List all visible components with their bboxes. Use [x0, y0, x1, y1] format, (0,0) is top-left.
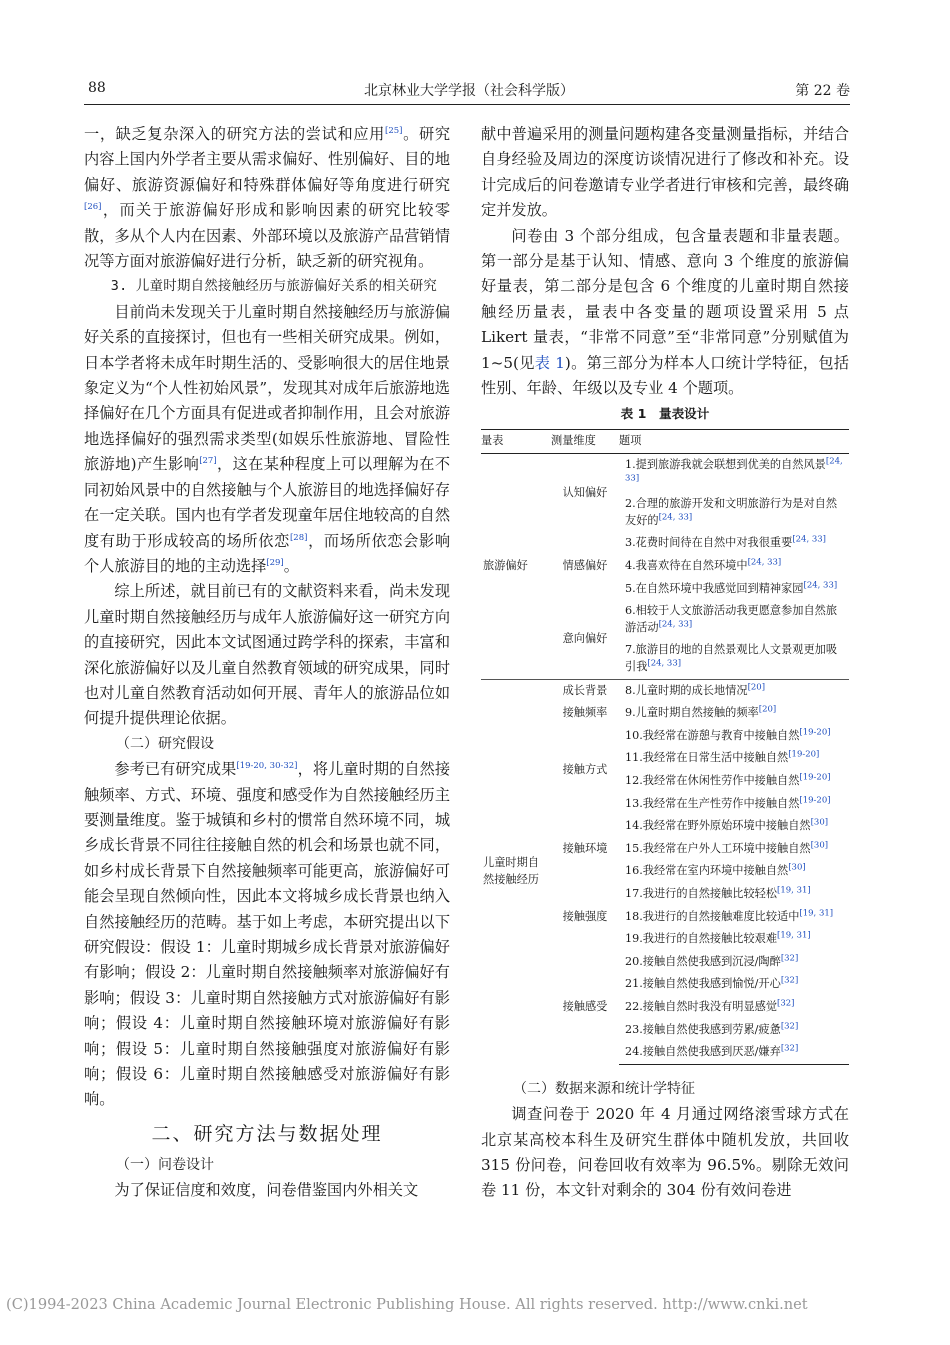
item-text: 1.提到旅游我就会联想到优美的自然风景 — [625, 458, 826, 472]
item-text: 2.合理的旅游开发和文明旅游行为是对自然友好的 — [625, 497, 838, 527]
item-cell — [619, 532, 849, 555]
dimension-cell: 情感偏好 — [562, 559, 608, 573]
citation-link[interactable]: [19, 31] — [777, 930, 811, 941]
table-row — [481, 679, 849, 702]
citation-link[interactable]: [30] — [788, 862, 806, 873]
citation-link[interactable]: [24, 33] — [803, 579, 838, 590]
table-header: 测量维度 — [551, 430, 619, 454]
copyright-footer: (C)1994-2023 China Academic Journal Electronic Publishing House. All rights reserved. http://www.cnki.net — [6, 1296, 808, 1313]
citation-link[interactable]: [30] — [810, 840, 829, 851]
page-number: 88 — [88, 80, 106, 96]
paragraph: 献中普遍采用的测量问题构建各变量测量指标，并结合自身经验及周边的深度访谈情况进行了修改和补充。设计完成后的问卷邀请专业学者进行审核和完善，最终确定并发放。 — [481, 125, 849, 220]
item-cell — [619, 725, 849, 748]
running-header — [88, 80, 850, 106]
item-text: 7.旅游目的地的自然景观比人文景观更加吸引我 — [625, 643, 838, 673]
item-text: 22.接触自然时我没有明显感觉 — [625, 999, 778, 1013]
text: 问卷由 3 个部分组成，包含量表题和非量表题。第一部分是基于认知、情感、意向 3 个维度的旅游偏好量表，第二部分是包含 6 个维度的儿童时期自然接触经历量表，量表中各变量的题项设置采用 5 点 Likert 量表，“非常不同意”至“非常同意”分别赋值为 1~5(见 — [481, 226, 849, 372]
paragraph: 为了保证信度和效度，问卷借鉴国内外相关文 — [114, 1181, 419, 1200]
citation-link[interactable]: [19, 31] — [777, 885, 811, 896]
citation-link[interactable]: [24, 33] — [647, 658, 682, 669]
item-cell — [619, 815, 849, 838]
item-cell — [619, 1041, 849, 1064]
item-text: 13.我经常在生产性劳作中接触自然 — [625, 796, 800, 810]
subsection-heading-data: （二）数据来源和统计学特征 — [513, 1080, 695, 1097]
left-column — [84, 122, 450, 1204]
item-text: 6.相较于人文旅游活动我更愿意参加自然旅游活动 — [625, 604, 838, 634]
item-cell — [619, 747, 849, 770]
citation-link[interactable]: [24, 33] — [792, 534, 826, 545]
citation-link[interactable]: [19-20] — [799, 772, 831, 783]
item-cell — [619, 860, 849, 883]
table-header: 量表 — [481, 430, 551, 454]
item-text: 15.我经常在户外人工环境中接触自然 — [625, 841, 811, 855]
text: ，将儿童时期的自然接触频率、方式、环境、强度和感受作为自然接触经历主要测量维度。鉴于城镇和乡村的惯常自然环境不同，城乡成长背景不同往往接触自然的机会和场景也就不同，如乡村成长背景下自然接触频率可能更高，旅游偏好可能会呈现自然倾向性，因此本文将城乡成长背景也纳入自然接触经历的范畴。基于如上考虑，本研究提出以下研究假设：假设 1：儿童时期城乡成长背景对旅游偏好有影响；假设 2：儿童时期自然接触频率对旅游偏好有影响；假设 3：儿童时期自然接触方式对旅游偏好有影响；假设 4：儿童时期自然接触环境对旅游偏好有影响；假设 5：儿童时期自然接触强度对旅游偏好有影响；假设 6：儿童时期自然接触感受对旅游偏好有影响。 — [84, 760, 450, 1109]
citation-link[interactable]: [30] — [810, 817, 829, 828]
text: ，而场所依恋会影响个人旅游目的地的主动选择 — [84, 531, 451, 575]
item-cell — [619, 928, 849, 951]
text: 。研究内容上国内外学者主要从需求偏好、性别偏好、目的地偏好、旅游资源偏好和特殊群体偏好等角度进行研究 — [84, 125, 451, 194]
item-cell — [619, 793, 849, 816]
section-heading-2: 二、研究方法与数据处理 — [151, 1122, 383, 1145]
scale-cell: 儿童时期自然接触经历 — [481, 679, 551, 1064]
item-cell — [619, 555, 849, 578]
item-text: 8.儿童时期的成长地情况 — [625, 683, 748, 697]
scale-cell: 旅游偏好 — [483, 559, 528, 573]
item-cell — [619, 906, 849, 929]
dimension-cell: 认知偏好 — [562, 485, 608, 499]
dimension-cell: 接触方式 — [562, 762, 608, 776]
text: )。第三部分为样本人口统计学特征，包括性别、年龄、年级以及专业 4 个题项。 — [481, 353, 849, 398]
item-cell — [619, 951, 849, 974]
citation-link[interactable]: [24, 33] — [747, 557, 782, 568]
text: 一，缺乏复杂深入的研究方法的尝试和应用 — [84, 125, 386, 143]
paragraph — [481, 224, 849, 402]
paragraph — [84, 300, 450, 579]
paragraph — [84, 122, 450, 274]
item-cell — [619, 1019, 849, 1042]
table-row — [481, 454, 849, 494]
item-cell — [619, 702, 849, 725]
citation-link[interactable]: [24, 33] — [658, 619, 693, 630]
citation-link[interactable]: [19-20] — [799, 727, 831, 738]
dimension-cell: 接触强度 — [562, 909, 608, 923]
text: 。 — [283, 556, 299, 575]
citation-link[interactable]: [29] — [266, 557, 284, 568]
item-text: 24.接触自然使我感到厌恶/嫌弃 — [625, 1045, 781, 1059]
text: ，而关于旅游偏好形成和影响因素的研究比较零散，多从个人内在因素、外部环境以及旅游产品营销情况等方面对旅游偏好进行分析，缺乏新的研究视角。 — [84, 201, 450, 271]
item-text: 20.接触自然使我感到沉浸/陶醉 — [625, 954, 781, 968]
header-rule — [84, 104, 850, 105]
dimension-cell: 接触环境 — [562, 841, 608, 855]
item-text: 18.我进行的自然接触难度比较适中 — [625, 909, 800, 923]
citation-link[interactable]: [19-20] — [799, 794, 831, 805]
table-link[interactable]: 表 1 — [534, 353, 565, 372]
item-text: 14.我经常在野外原始环境中接触自然 — [625, 819, 811, 833]
paragraph: 综上所述，就目前已有的文献资料来看，尚未发现儿童时期自然接触经历与成年人旅游偏好这一研究方向的直接研究，因此本文试图通过跨学科的探索，丰富和深化旅游偏好以及儿童自然教育领域的研究成果，同时也对儿童自然教育活动如何开展、青年人的旅游品位如何提升提供理论依据。 — [84, 582, 450, 728]
text: ，这在某种程度上可以理解为在不同初始风景中的自然接触与个人旅游目的地选择偏好存在一定关联。国内也有学者发现童年居住地较高的自然度有助于形成较高的场所依恋 — [84, 455, 451, 550]
dimension-cell: 意向偏好 — [562, 632, 608, 646]
subsection-heading-hypotheses: （二）研究假设 — [116, 735, 214, 752]
item-text: 12.我经常在休闲性劳作中接触自然 — [625, 773, 800, 787]
item-text: 4.我喜欢待在自然环境中 — [625, 559, 748, 573]
dimension-cell: 接触频率 — [562, 706, 608, 720]
table-caption: 表 1 量表设计 — [620, 406, 710, 422]
citation-link[interactable]: [19, 31] — [799, 907, 834, 918]
text: 参考已有研究成果 — [114, 760, 237, 779]
citation-link[interactable]: [25] — [385, 125, 403, 136]
citation-link[interactable]: [32] — [780, 975, 799, 986]
item-cell — [619, 600, 849, 639]
paragraph — [84, 757, 450, 1113]
item-text: 17.我进行的自然接触比较轻松 — [625, 886, 778, 900]
dimension-cell: 接触感受 — [562, 1000, 608, 1014]
citation-link[interactable]: [24, 33] — [625, 456, 843, 483]
volume-label: 第 22 卷 — [795, 83, 850, 99]
citation-link[interactable]: [32] — [780, 952, 799, 963]
journal-title: 北京林业大学学报（社会科学版） — [364, 83, 574, 99]
citation-link[interactable]: [20] — [758, 704, 777, 715]
item-text: 3.花费时间待在自然中对我很重要 — [625, 536, 793, 550]
section-heading-3: 3. 儿童时期自然接触经历与旅游偏好关系的相关研究 — [110, 279, 438, 295]
item-text: 16.我经常在室内环境中接触自然 — [625, 864, 789, 878]
item-cell — [619, 454, 849, 494]
citation-link[interactable]: [27] — [199, 456, 217, 467]
citation-link[interactable]: [26] — [84, 202, 102, 213]
item-cell — [619, 973, 849, 996]
citation-link[interactable]: [32] — [780, 1020, 799, 1031]
citation-link[interactable]: [32] — [777, 998, 795, 1009]
item-text: 9.儿童时期自然接触的频率 — [625, 706, 759, 720]
paragraph: 调查问卷于 2020 年 4 月通过网络滚雪球方式在北京某高校本科生及研究生群体中随机发放，共回收 315 份问卷，问卷回收有效率为 96.5%。剔除无效问卷 11 份，本文针对剩余的 304 份有效问卷进 — [481, 1105, 849, 1200]
item-cell — [619, 578, 849, 601]
item-cell — [619, 770, 849, 793]
table-header: 题项 — [619, 430, 849, 454]
item-cell — [619, 996, 849, 1019]
item-text: 19.我进行的自然接触比较艰难 — [625, 932, 778, 946]
item-text: 5.在自然环境中我感觉回到精神家园 — [625, 581, 804, 595]
item-text: 23.接触自然使我感到劳累/疲惫 — [625, 1022, 781, 1036]
item-text: 21.接触自然使我感到愉悦/开心 — [625, 977, 781, 991]
text: 目前尚未发现关于儿童时期自然接触经历与旅游偏好关系的直接探讨，但也有一些相关研究成果。例如，日本学者将未成年时期生活的、受影响很大的居住地景象定义为“个人性初始风景”，发现其对成年后旅游地选择偏好在几个方面具有促进或者抑制作用，且会对旅游地选择偏好的强烈需求类型(如娱乐性旅游地、冒险性旅游地)产生影响 — [84, 302, 450, 474]
scale-table — [481, 429, 849, 1064]
item-cell — [619, 639, 849, 679]
right-column — [481, 122, 849, 1204]
citation-link[interactable]: [28] — [289, 532, 308, 543]
citation-link[interactable]: [19-20, 30-32] — [236, 761, 298, 772]
item-cell — [619, 838, 849, 861]
dimension-cell: 成长背景 — [551, 679, 619, 702]
item-text: 11.我经常在日常生活中接触自然 — [625, 751, 789, 765]
citation-link[interactable]: [20] — [747, 681, 766, 692]
item-cell — [619, 679, 849, 702]
citation-link[interactable]: [32] — [780, 1043, 799, 1054]
item-cell — [619, 493, 849, 532]
item-cell — [619, 883, 849, 906]
citation-link[interactable]: [19-20] — [788, 749, 820, 760]
item-text: 10.我经常在游憩与教育中接触自然 — [625, 728, 800, 742]
subsection-heading-questionnaire: （一）问卷设计 — [116, 1156, 214, 1173]
citation-link[interactable]: [24, 33] — [658, 512, 693, 523]
